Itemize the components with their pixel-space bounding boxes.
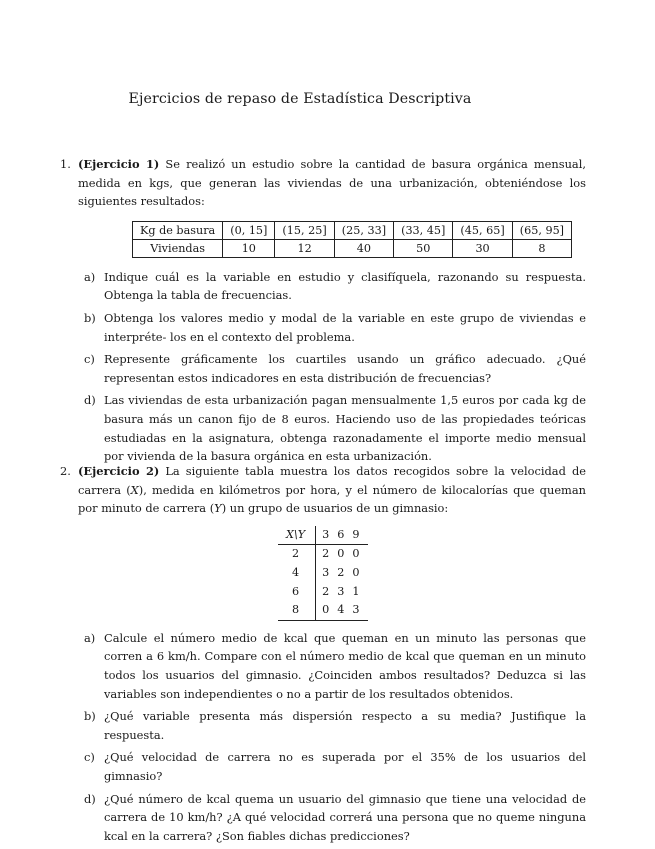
list-item	[84, 748, 586, 785]
list-item	[84, 790, 586, 846]
contingency-col-header: 9	[348, 526, 367, 545]
item-label: d)	[84, 791, 96, 806]
item-text: ¿Qué número de kcal quema un usuario del gimnasio que tiene una velocidad de carrera de 10 km/h? ¿A qué velocidad correrá una persona que no queme ninguna kcal en la carrera? ¿Son fiables dichas predicciones?	[104, 791, 586, 843]
exercise-1-items	[84, 268, 586, 466]
basura-count: 40	[334, 239, 393, 257]
item-label: c)	[84, 750, 95, 765]
exercise-1-intro: Se realizó un estudio sobre la cantidad de basura orgánica mensual, medida en kgs, que generan las viviendas de una urbanización, obteniéndose los siguientes resultados:	[78, 157, 586, 209]
basura-row-label: Viviendas	[133, 239, 223, 257]
exercise-1-label: (Ejercicio 1)	[78, 157, 160, 171]
contingency-corner	[278, 526, 316, 545]
item-text: Obtenga los valores medio y modal de la variable en este grupo de viviendas e interpréte- los en el contexto del problema.	[104, 310, 586, 344]
contingency-cell: 3	[348, 601, 367, 620]
exercise-2-label: (Ejercicio 2)	[78, 464, 160, 478]
basura-count: 50	[394, 239, 453, 257]
list-item	[84, 707, 586, 744]
basura-header-label: Kg de basura	[133, 221, 223, 239]
variable-y: Y	[214, 501, 222, 516]
item-label: b)	[84, 310, 96, 325]
basura-table	[132, 221, 572, 258]
exercise-2-intro-a: La siguiente tabla muestra los datos recogidos sobre la velocidad de carrera (	[78, 464, 586, 497]
contingency-cell: 3	[337, 584, 345, 598]
basura-count: 8	[512, 239, 571, 257]
contingency-col-header: 6	[333, 526, 348, 545]
list-item	[84, 309, 586, 346]
variable-x: X	[130, 482, 139, 497]
contingency-cell: 4	[333, 601, 348, 620]
item-text: Indique cuál es la variable en estudio y clasifíquela, razonando su respuesta. Obtenga la tabla de frecuencias.	[104, 269, 586, 303]
basura-interval: (33, 45]	[394, 221, 453, 239]
contingency-row-header: 6	[278, 583, 316, 602]
item-label: d)	[84, 393, 96, 408]
exercise-2-statement	[78, 462, 586, 518]
basura-table-count-row	[133, 239, 572, 257]
list-item	[84, 391, 586, 465]
contingency-cell: 0	[352, 547, 360, 561]
basura-count: 30	[453, 239, 512, 257]
contingency-cell: 2	[322, 584, 330, 598]
basura-interval: (45, 65]	[453, 221, 512, 239]
basura-table-header-row	[133, 221, 572, 239]
exercise-2-intro-b: ), medida en kilómetros por hora, y el número de kilocalorías que queman por minuto de carrera (	[78, 482, 586, 516]
exercise-2	[60, 462, 586, 849]
table-row	[278, 601, 368, 620]
basura-count: 10	[223, 239, 275, 257]
item-label: c)	[84, 352, 95, 367]
contingency-row-header: 2	[278, 545, 316, 564]
contingency-row-header: 8	[278, 601, 316, 620]
contingency-col-header: 3	[316, 526, 334, 545]
contingency-header-row	[278, 526, 368, 545]
basura-interval: (0, 15]	[223, 221, 275, 239]
exercise-1-statement	[78, 155, 586, 211]
contingency-cell: 0	[352, 565, 360, 579]
exercise-1	[60, 155, 586, 470]
basura-count: 12	[275, 239, 334, 257]
document-title: Ejercicios de repaso de Estadística Descriptiva	[128, 91, 472, 107]
contingency-cell: 1	[352, 584, 360, 598]
item-label: a)	[84, 269, 96, 284]
contingency-cell: 2	[337, 565, 345, 579]
exercise-2-number: 2.	[60, 464, 71, 478]
list-item	[84, 350, 586, 387]
exercise-2-intro-c: ) un grupo de usuarios de un gimnasio:	[221, 501, 449, 516]
exercise-2-items	[84, 629, 586, 846]
contingency-cell: 3	[322, 565, 330, 579]
item-text: Calcule el número medio de kcal que queman en un minuto las personas que corren a 6 km/h. Compare con el número medio de kcal que queman en un minuto todos los usuarios del gimnasio. ¿Coinciden ambos resultados? Deduzca si las variables son independientes o no a partir de los resultados obtenidos.	[104, 630, 586, 701]
contingency-table	[278, 526, 368, 621]
basura-interval: (25, 33]	[334, 221, 393, 239]
item-text: Las viviendas de esta urbanización pagan mensualmente 1,5 euros por cada kg de basura más un canon fijo de 8 euros. Haciendo uso de las propiedades teóricas estudiadas en la asignatura, obtenga razonadamente el importe medio mensual por vivienda de la basura orgánica en esta urbanización.	[104, 393, 586, 464]
item-label: a)	[84, 630, 96, 645]
basura-interval: (15, 25]	[275, 221, 334, 239]
table-row	[278, 583, 368, 602]
contingency-cell: 2	[322, 547, 330, 561]
contingency-cell: 0	[337, 547, 345, 561]
list-item	[84, 268, 586, 305]
item-text: ¿Qué velocidad de carrera no es superada por el 35% de los usuarios del gimnasio?	[104, 750, 586, 783]
list-item	[84, 629, 586, 703]
table-row	[278, 564, 368, 583]
contingency-row-header: 4	[278, 564, 316, 583]
exercise-1-number: 1.	[60, 157, 71, 171]
corner-label: X\Y	[286, 527, 306, 541]
item-text: Represente gráficamente los cuartiles usando un gráfico adecuado. ¿Qué representan estos indicadores en esta distribución de frecuencias?	[104, 352, 586, 385]
item-label: b)	[84, 709, 96, 724]
table-row	[278, 545, 368, 564]
basura-interval: (65, 95]	[512, 221, 571, 239]
contingency-cell: 0	[316, 601, 334, 620]
item-text: ¿Qué variable presenta más dispersión respecto a su media? Justifique la respuesta.	[104, 709, 586, 742]
